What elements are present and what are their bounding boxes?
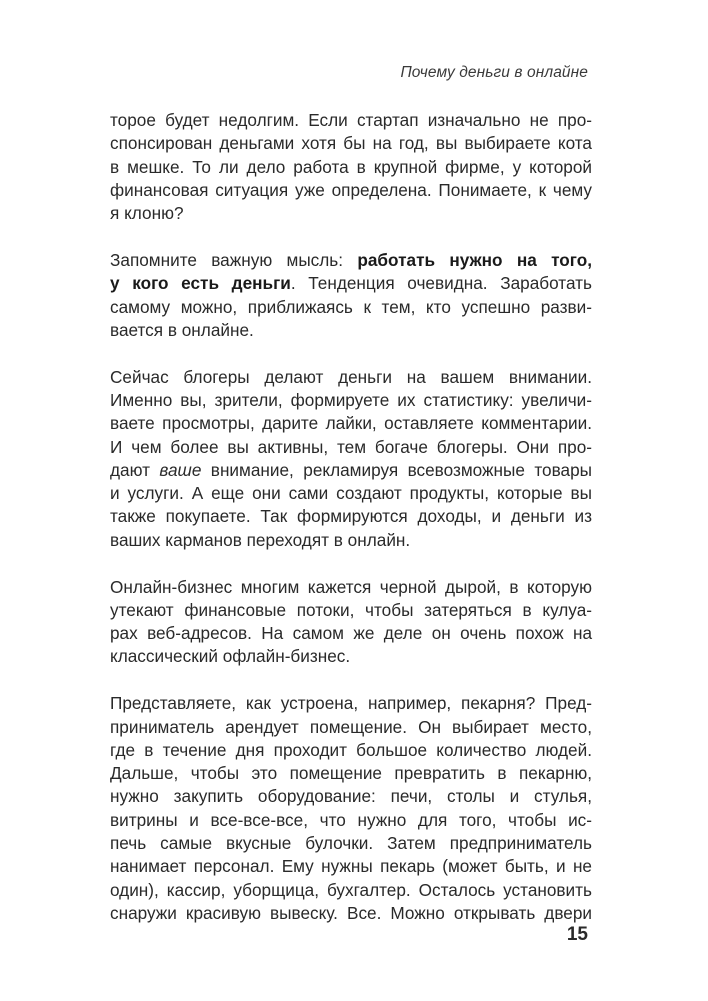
text-line: Сейчас блогеры делают деньги на вашем внимании. <box>110 366 592 387</box>
paragraph-5 <box>110 692 592 925</box>
text-line: нужно закупить оборудование: печи, столы и стулья, <box>110 786 592 807</box>
paragraph-1 <box>110 109 592 225</box>
paragraph-4 <box>110 576 592 669</box>
paragraph-2 <box>110 249 592 342</box>
text-line: самому можно, приближаясь к тем, кто успешно разви- <box>110 296 592 317</box>
text-line: где в течение дня проходит большое количество людей. <box>110 739 592 760</box>
text-line: у кого есть деньги. Тенденция очевидна. Заработать <box>110 273 592 294</box>
text-line: снаружи красивую вывеску. Все. Можно открывать двери <box>110 902 592 923</box>
text-line: вается в онлайне. <box>110 319 254 340</box>
text-line: ваете просмотры, дарите лайки, оставляете комментарии. <box>110 413 592 434</box>
text-line: Дальше, чтобы это помещение превратить в пекарню, <box>110 763 592 784</box>
text-line: витрины и все-все-все, что нужно для того, чтобы ис- <box>110 809 592 830</box>
text-line: в мешке. То ли дело работа в крупной фирме, у которой <box>110 156 592 177</box>
italic-word: ваше <box>159 459 202 480</box>
page-number: 15 <box>566 924 588 945</box>
text-line: утекают финансовые потоки, чтобы затеряться в кулуа- <box>110 599 592 620</box>
text-line: дают ваше внимание, рекламируя всевозможные товары <box>110 459 593 480</box>
text-line: приниматель арендует помещение. Он выбирает место, <box>110 716 592 737</box>
text-line: Онлайн-бизнес многим кажется черной дырой, в которую <box>110 576 592 597</box>
text-line: спонсирован деньгами хотя бы на год, вы выбираете кота <box>110 133 592 154</box>
text-line: ваших карманов переходят в онлайн. <box>110 529 411 550</box>
text-line: печь самые вкусные булочки. Затем предприниматель <box>110 833 592 854</box>
running-head: Почему деньги в онлайне <box>400 64 588 81</box>
text-line: также покупаете. Так формируются доходы, и деньги из <box>110 506 592 527</box>
text-line: торое будет недолгим. Если стартап изначально не про- <box>110 110 592 130</box>
text-line: один), кассир, уборщица, бухгалтер. Осталось установить <box>110 879 592 900</box>
text-line: и услуги. А еще они сами создают продукты, которые вы <box>110 483 592 504</box>
text-line: Запомните важную мысль: работать нужно на того, <box>110 249 592 270</box>
text-line: я клоню? <box>110 203 184 224</box>
text-line: рах веб-адресов. На самом же деле он очень похож на <box>110 623 592 644</box>
text-line: нанимает персонал. Ему нужны пекарь (может быть, и не <box>110 856 592 877</box>
paragraph-3 <box>110 366 592 552</box>
text-line: И чем более вы активны, тем богаче блогеры. Они про- <box>110 436 592 457</box>
body-text <box>110 109 592 925</box>
bold-phrase: работать нужно на того, <box>357 249 592 270</box>
text-line: Представляете, как устроена, например, пекарня? Пред- <box>110 693 592 714</box>
bold-phrase: у кого есть деньги <box>110 273 291 294</box>
text-line: классический офлайн-бизнес. <box>110 646 351 667</box>
text-line: Именно вы, зрители, формируете их статистику: увеличи- <box>110 389 592 410</box>
text-line: финансовая ситуация уже определена. Понимаете, к чему <box>110 179 592 200</box>
